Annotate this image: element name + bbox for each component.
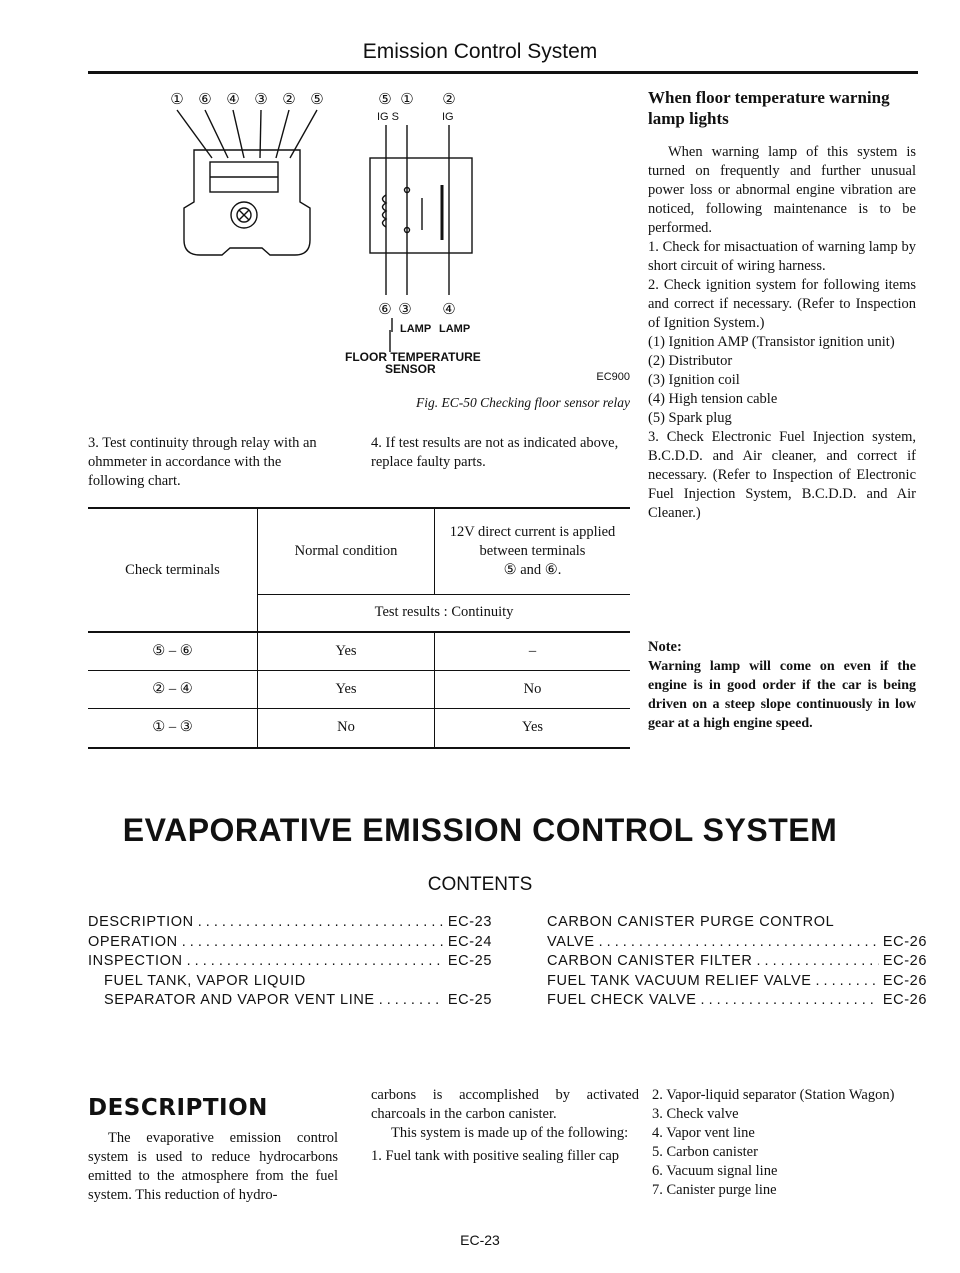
contents-label: CONTENTS bbox=[427, 874, 533, 895]
description-col2-item1: 1. Fuel tank with positive sealing filler cap bbox=[371, 1148, 620, 1164]
component-item: 3. Check valve bbox=[652, 1106, 739, 1122]
description-col2 bbox=[371, 1086, 639, 1166]
toc-entry-page: EC-23 bbox=[447, 914, 492, 930]
toc-entry-page: EC-24 bbox=[447, 933, 492, 950]
description-col2-p2: This system is made up of the following: bbox=[391, 1125, 629, 1141]
toc-entry-label: FUEL TANK, VAPOR LIQUID bbox=[104, 972, 306, 989]
right-sub-item: (1) Ignition AMP (Transistor ignition unit) bbox=[648, 334, 895, 350]
lamp-label-2: LAMP bbox=[439, 323, 471, 335]
col-applied-header-line1: 12V direct current is applied bbox=[449, 523, 616, 540]
connector-label-5: ⑤ bbox=[310, 91, 324, 108]
description-col3 bbox=[652, 1086, 922, 1200]
figure-code: EC900 bbox=[596, 371, 630, 383]
relay-label-4: ④ bbox=[442, 301, 456, 318]
toc-entry-page: EC-26 bbox=[882, 992, 927, 1008]
note-block bbox=[648, 638, 916, 733]
toc-entry-label: OPERATION bbox=[88, 933, 178, 950]
toc-entry[interactable] bbox=[547, 991, 927, 1011]
col-applied-header-line3: ⑤ and ⑥. bbox=[503, 561, 562, 578]
right-item-1: 1. Check for misactuation of warning lamp by short circuit of wiring harness. bbox=[648, 239, 916, 274]
right-item-3: 3. Check Electronic Fuel Injection system, B.C.D.D. and Air cleaner, and correct if necessary. (Refer to Inspection of Electronic Fuel Injection System, B.C.D.D. and Air Cleaner.) bbox=[648, 429, 916, 521]
right-sub-item: (2) Distributor bbox=[648, 353, 733, 369]
row-terminals: ② – ④ bbox=[88, 670, 258, 708]
connector-diagram bbox=[150, 80, 340, 290]
description-col2-p1: carbons is accomplished by activated charcoals in the carbon canister. bbox=[371, 1087, 639, 1122]
component-item: 4. Vapor vent line bbox=[652, 1125, 755, 1141]
connector-label-2: ② bbox=[282, 91, 296, 108]
section-title: EVAPORATIVE EMISSION CONTROL SYSTEM bbox=[122, 812, 838, 848]
component-item: 5. Carbon canister bbox=[652, 1144, 758, 1160]
relay-label-3: ③ bbox=[398, 301, 412, 318]
toc-entry-page: EC-26 bbox=[882, 933, 927, 950]
toc-entry-page: EC-25 bbox=[447, 953, 492, 969]
right-item-2: 2. Check ignition system for following items and correct if necessary. (Refer to Inspection of Ignition System.) bbox=[648, 277, 916, 331]
connector-label-6: ⑥ bbox=[198, 91, 212, 108]
col-check-terminals-header: Check terminals bbox=[88, 508, 258, 632]
results-header: Test results : Continuity bbox=[258, 594, 631, 632]
sensor-label-line1: FLOOR TEMPERATURE bbox=[345, 350, 481, 364]
toc-entry-page: EC-25 bbox=[447, 992, 492, 1008]
toc-entry-label: INSPECTION bbox=[88, 953, 183, 969]
right-sub-item: (5) Spark plug bbox=[648, 410, 732, 426]
step-4-text: 4. If test results are not as indicated above, replace faulty parts. bbox=[371, 435, 619, 470]
step-3-text: 3. Test continuity through relay with an ohmmeter in accordance with the following chart. bbox=[88, 435, 317, 489]
connector-label-4: ④ bbox=[226, 91, 240, 108]
table-row bbox=[88, 670, 630, 708]
note-body: Warning lamp will come on even if the engine is in good order if the car is being driven on a steep slope continuously in low gear at a high engine speed. bbox=[648, 659, 916, 731]
toc-entry[interactable] bbox=[88, 991, 492, 1011]
row-terminals: ① – ③ bbox=[88, 708, 258, 748]
figure-caption: Fig. EC-50 Checking floor sensor relay bbox=[416, 395, 630, 410]
right-sub-item: (4) High tension cable bbox=[648, 391, 778, 407]
lamp-label-1: LAMP bbox=[400, 323, 432, 335]
col-normal-header: Normal condition bbox=[258, 508, 435, 594]
toc-right bbox=[547, 913, 927, 1011]
component-item: 6. Vacuum signal line bbox=[652, 1163, 778, 1179]
description-heading: DESCRIPTION bbox=[88, 1095, 268, 1121]
row-normal: No bbox=[258, 708, 435, 748]
right-sub-item: (3) Ignition coil bbox=[648, 372, 740, 388]
toc-entry[interactable] bbox=[547, 972, 927, 992]
relay-label-6: ⑥ bbox=[378, 301, 392, 318]
relay-label-2: ② bbox=[442, 91, 456, 108]
relay-ig-s: IG S bbox=[377, 111, 400, 123]
toc-left bbox=[88, 913, 492, 1011]
toc-entry[interactable] bbox=[88, 952, 492, 972]
continuity-table bbox=[88, 507, 630, 749]
relay-label-1: ① bbox=[400, 91, 414, 108]
toc-entry-label: CARBON CANISTER FILTER bbox=[547, 953, 753, 969]
toc-entry-continued[interactable] bbox=[88, 972, 492, 992]
note-title: Note: bbox=[648, 639, 682, 655]
row-applied: – bbox=[435, 632, 631, 670]
toc-entry[interactable] bbox=[88, 933, 492, 953]
page-number: EC-23 bbox=[460, 1232, 500, 1248]
col-applied-header bbox=[435, 508, 631, 594]
toc-entry[interactable] bbox=[547, 933, 927, 953]
right-intro: When warning lamp of this system is turned on frequently and further unusual power loss or abnormal engine vibration are noticed, following maintenance is to be performed. bbox=[648, 144, 916, 236]
table-row bbox=[88, 708, 630, 748]
toc-entry[interactable] bbox=[88, 913, 492, 933]
row-applied: No bbox=[435, 670, 631, 708]
row-terminals: ⑤ – ⑥ bbox=[88, 632, 258, 670]
toc-entry-continued[interactable] bbox=[547, 913, 927, 933]
toc-entry-page: EC-26 bbox=[882, 953, 927, 969]
table-row bbox=[88, 632, 630, 670]
component-item: 7. Canister purge line bbox=[652, 1182, 777, 1198]
toc-entry-page: EC-26 bbox=[882, 972, 927, 989]
toc-entry-label: SEPARATOR AND VAPOR VENT LINE bbox=[104, 992, 375, 1008]
row-normal: Yes bbox=[258, 670, 435, 708]
page-header-title: Emission Control System bbox=[362, 40, 598, 63]
row-applied: Yes bbox=[435, 708, 631, 748]
header-rule bbox=[88, 71, 918, 74]
connector-label-3: ③ bbox=[254, 91, 268, 108]
connector-label-1: ① bbox=[170, 91, 184, 108]
toc-entry[interactable] bbox=[547, 952, 927, 972]
col-applied-header-line2: between terminals bbox=[479, 542, 586, 559]
relay-ig: IG bbox=[442, 111, 454, 123]
relay-diagram bbox=[360, 80, 510, 340]
toc-entry-label: VALVE bbox=[547, 933, 595, 950]
toc-entry-label: DESCRIPTION bbox=[88, 914, 194, 930]
toc-entry-label: CARBON CANISTER PURGE CONTROL bbox=[547, 914, 835, 930]
component-item: 2. Vapor-liquid separator (Station Wagon) bbox=[652, 1087, 895, 1103]
toc-entry-label: FUEL CHECK VALVE bbox=[547, 992, 697, 1008]
relay-label-5: ⑤ bbox=[378, 91, 392, 108]
sensor-label-line2: SENSOR bbox=[385, 362, 436, 376]
right-column-heading: When floor temperature warning lamp lights bbox=[648, 88, 890, 128]
row-normal: Yes bbox=[258, 632, 435, 670]
toc-entry-label: FUEL TANK VACUUM RELIEF VALVE bbox=[547, 972, 812, 989]
right-column bbox=[648, 87, 916, 523]
description-col1: The evaporative emission control system is used to reduce hydrocarbons emitted to the atmosphere from the fuel system. This reduction of hydro- bbox=[88, 1130, 338, 1203]
